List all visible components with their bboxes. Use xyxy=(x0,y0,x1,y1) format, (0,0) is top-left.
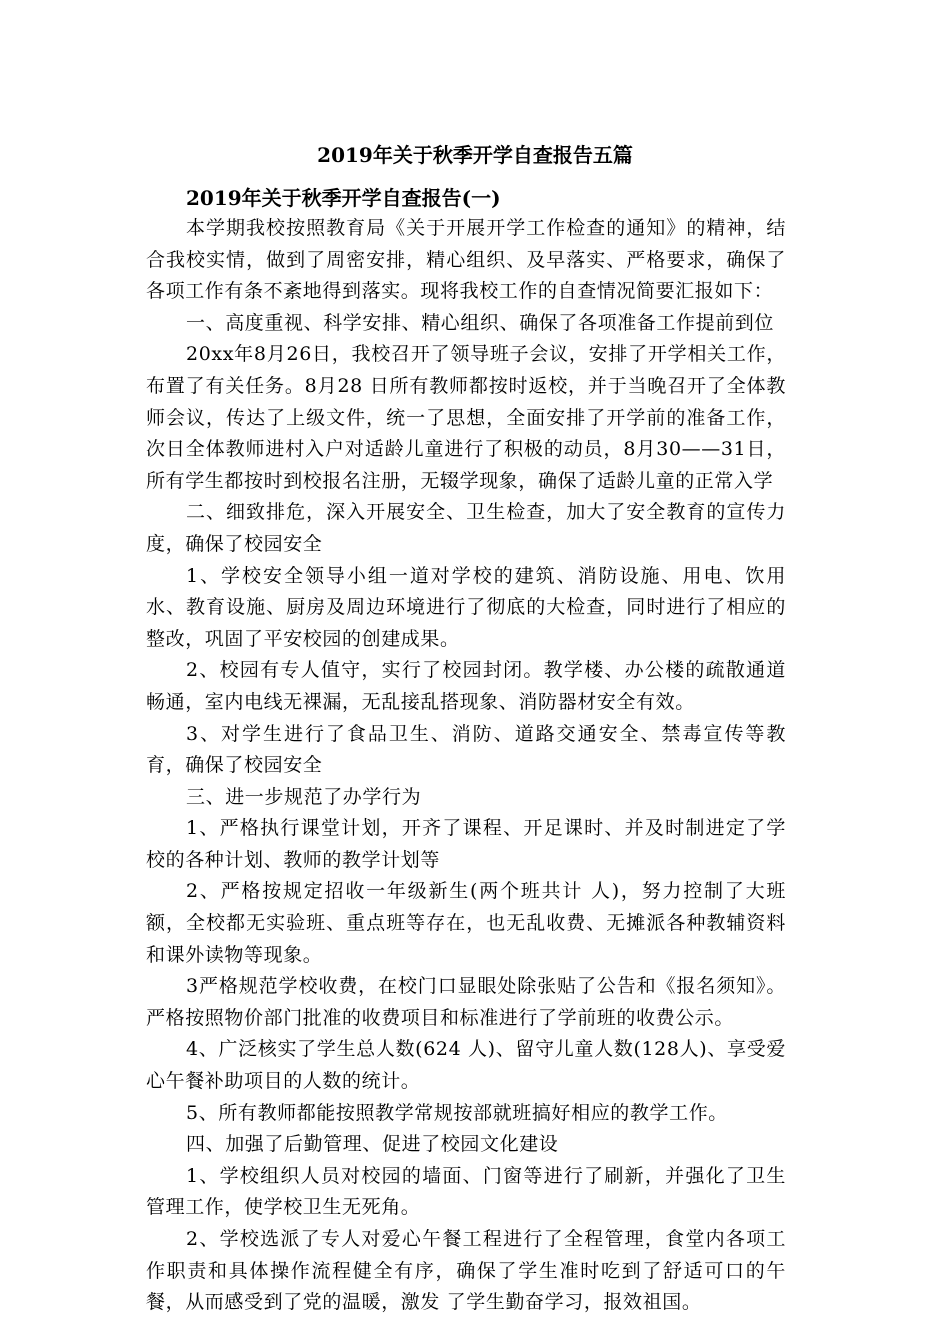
paragraph-conduct-3: 3严格规范学校收费，在校门口显眼处除张贴了公告和《报名须知》。严格按照物价部门批准的收费项目和标准进行了学前班的收费公示。 xyxy=(146,975,786,1029)
document-title: 2019年关于秋季开学自查报告五篇 xyxy=(317,143,633,167)
heading-four: 四、加强了后勤管理、促进了校园文化建设 xyxy=(186,1133,559,1156)
paragraph-logistics-2: 2、学校选派了专人对爱心午餐工程进行了全程管理，食堂内各项工作职责和具体操作流程健全有序，确保了学生准时吃到了舒适可口的午餐，从而感受到了党的温暖，激发 了学生勤奋学习，报效祖国。 xyxy=(146,1228,786,1314)
paragraph-conduct-2: 2、严格按规定招收一年级新生(两个班共计 人)，努力控制了大班额，全校都无实验班、重点班等存在，也无乱收费、无摊派各种教辅资料和课外读物等现象。 xyxy=(146,880,786,966)
paragraph-intro: 本学期我校按照教育局《关于开展开学工作检查的通知》的精神，结合我校实情，做到了周密安排，精心组织、及早落实、严格要求，确保了各项工作有条不紊地得到落实。现将我校工作的自查情况简要汇报如下： xyxy=(146,217,786,303)
paragraph-safety-3: 3、对学生进行了食品卫生、消防、道路交通安全、禁毒宣传等教育，确保了校园安全 xyxy=(146,722,786,777)
heading-one: 一、高度重视、科学安排、精心组织、确保了各项准备工作提前到位 xyxy=(186,311,775,334)
document-body xyxy=(146,183,786,1319)
heading-three: 三、进一步规范了办学行为 xyxy=(186,785,422,808)
heading-two: 二、细致排危，深入开展安全、卫生检查，加大了安全教育的宣传力度，确保了校园安全 xyxy=(146,501,786,555)
paragraph-conduct-1: 1、严格执行课堂计划，开齐了课程、开足课时、并及时制进定了学校的各种计划、教师的教学计划等 xyxy=(146,817,786,871)
paragraph-logistics-1: 1、学校组织人员对校园的墙面、门窗等进行了刷新，并强化了卫生管理工作，使学校卫生无死角。 xyxy=(146,1164,786,1219)
paragraph-conduct-4: 4、广泛核实了学生总人数(624 人)、留守儿童人数(128人)、享受爱心午餐补助项目的人数的统计。 xyxy=(146,1038,786,1093)
paragraph-preparation: 20xx年8月26日，我校召开了领导班子会议，安排了开学相关工作，布置了有关任务。8月28 日所有教师都按时返校，并于当晚召开了全体教师会议，传达了上级文件，统一了思想，全面安排了开学前的准备工作，次日全体教师进村入户对适龄儿童进行了积极的动员，8月30——31日，所有学生都按时到校报名注册，无辍学现象，确保了适龄儿童的正常入学 xyxy=(146,343,786,492)
paragraph-safety-1: 1、学校安全领导小组一道对学校的建筑、消防设施、用电、饮用水、教育设施、厨房及周边环境进行了彻底的大检查，同时进行了相应的整改，巩固了平安校园的创建成果。 xyxy=(146,564,786,650)
paragraph-safety-2: 2、校园有专人值守，实行了校园封闭。教学楼、办公楼的疏散通道畅通，室内电线无裸漏，无乱接乱搭现象、消防器材安全有效。 xyxy=(146,659,786,713)
section-title: 2019年关于秋季开学自查报告(一) xyxy=(186,186,501,210)
paragraph-conduct-5: 5、所有教师都能按照教学常规按部就班搞好相应的教学工作。 xyxy=(186,1101,728,1124)
